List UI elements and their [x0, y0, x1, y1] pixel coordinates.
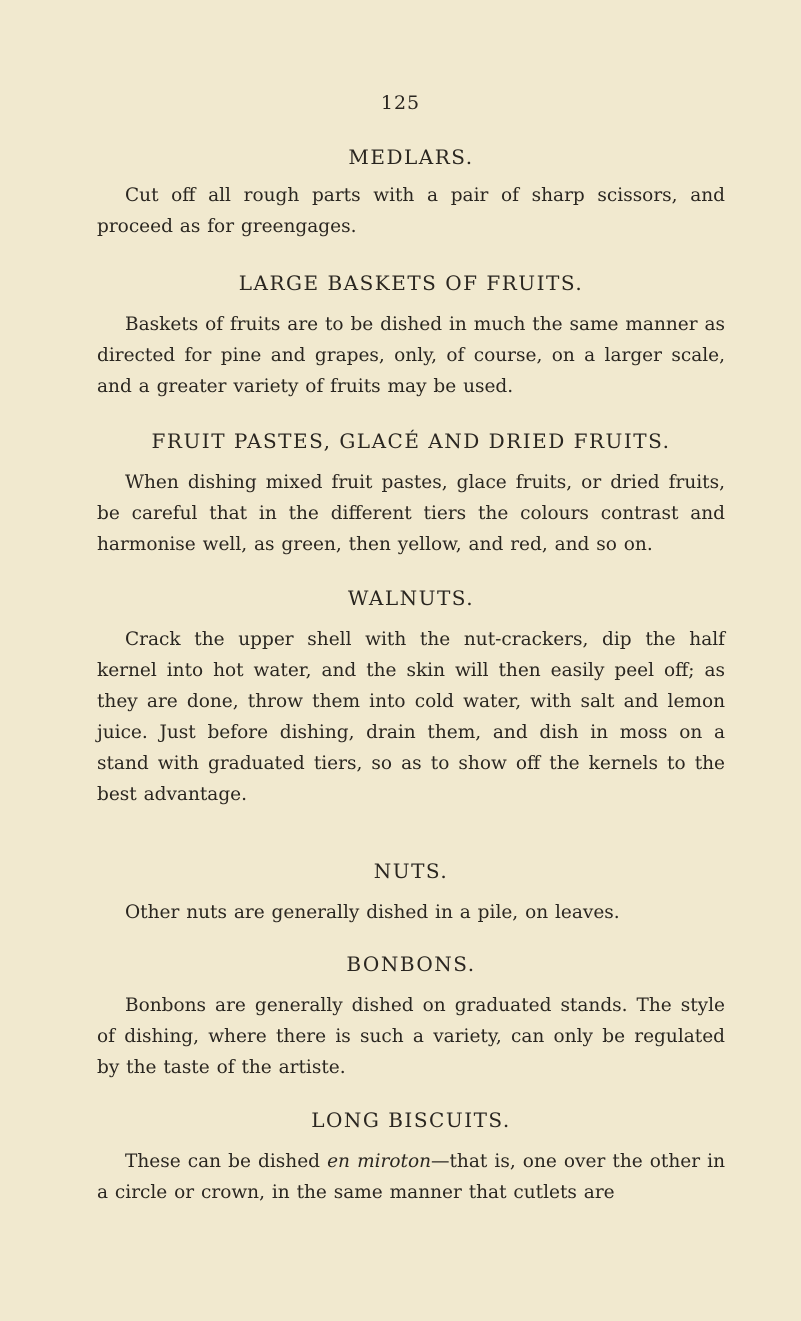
section-heading: FRUIT PASTES, GLACÉ AND DRIED FRUITS. — [151, 429, 671, 453]
section-large-baskets — [97, 268, 725, 402]
section-paragraph: Baskets of fruits are to be dished in much the same manner as directed for pine and grapes, only, of course, on a larger scale, and a greater variety of fruits may be used. — [97, 314, 725, 397]
section-heading: MEDLARS. — [348, 145, 474, 169]
section-heading: LONG BISCUITS. — [311, 1108, 511, 1132]
section-fruit-pastes — [97, 426, 725, 560]
section-paragraph: When dishing mixed fruit pastes, glace fruits, or dried fruits, be careful that in the different tiers the colours contrast and harmonise well, as green, then yellow, and red, and so on. — [97, 472, 725, 555]
section-bonbons — [97, 949, 725, 1083]
section-heading: NUTS. — [373, 859, 449, 883]
section-paragraph: Other nuts are generally dished in a pile, on leaves. — [125, 902, 620, 923]
section-long-biscuits — [97, 1105, 725, 1208]
section-nuts — [97, 856, 725, 928]
section-heading: BONBONS. — [346, 952, 476, 976]
section-paragraph — [97, 1146, 725, 1208]
section-heading: WALNUTS. — [347, 586, 475, 610]
section-paragraph: Cut off all rough parts with a pair of sharp scissors, and proceed as for greengages. — [97, 185, 725, 237]
section-medlars — [97, 142, 725, 242]
section-heading: LARGE BASKETS OF FRUITS. — [238, 271, 584, 295]
section-paragraph: Crack the upper shell with the nut-crackers, dip the half kernel into hot water, and the skin will then easily peel off; as they are done, throw them into cold water, with salt and lemon juice. Just before dishing, drain them, and dish in moss on a stand with graduated tiers, so as to show off the kernels to the best advantage. — [97, 629, 725, 805]
paragraph-italic-term: en miroton — [327, 1151, 431, 1172]
section-walnuts — [97, 583, 725, 810]
paragraph-text-start: These can be dished — [125, 1151, 328, 1172]
section-paragraph: Bonbons are generally dished on graduated stands. The style of dishing, where there is such a variety, can only be regulated by the taste of the artiste. — [97, 995, 725, 1078]
paragraph-text-end: —that is, one over the other in a circle or crown, in the same manner that cutlets are — [97, 1151, 725, 1203]
page-number: 125 — [380, 92, 421, 114]
